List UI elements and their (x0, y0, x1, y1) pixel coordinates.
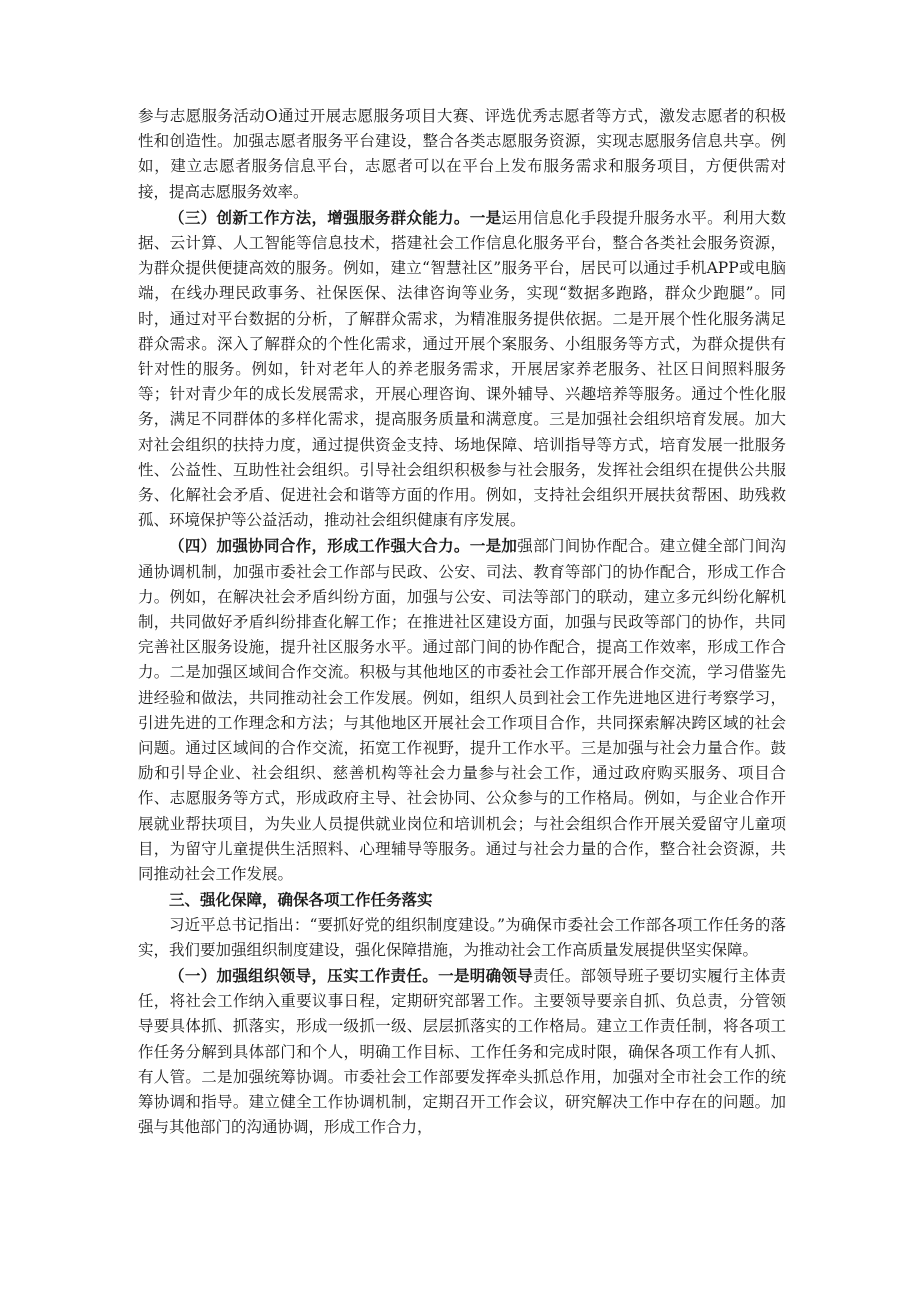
paragraph-innovate-methods (138, 205, 786, 534)
paragraph-body-5: 责任。部领导班子要切实履行主体责任，将社会工作纳入重要议事日程，定期研究部署工作。主要领导要亲自抓、负总责，分管领导要具体抓、抓落实，形成一级抓一级、层层抓落实的工作格局。建立工作责任制，将各项工作任务分解到具体部门和个人，明确工作目标、工作任务和完成时限，确保各项工作有人抓、有人管。二是加强统筹协调。市委社会工作部要发挥牵头抓总作用，加强对全市社会工作的统筹协调和指导。建立健全工作协调机制，定期召开工作会议，研究解决工作中存在的问题。加强与其他部门的沟通协调，形成工作合力， (138, 966, 786, 1137)
paragraph-leadership (138, 963, 786, 1140)
subsection-heading-3: （三）创新工作方法，增强服务群众能力。一是 (169, 207, 502, 227)
paragraph-body-4: 强部门间协作配合。建立健全部门间沟通协调机制，加强市委社会工作部与民政、公安、司法、教育等部门的协作配合，形成工作合力。例如，在解决社会矛盾纠纷方面，加强与公安、司法等部门的联动，建立多元纠纷化解机制，共同做好矛盾纠纷排查化解工作；在推进社区建设方面，加强与民政等部门的协作，共同完善社区服务设施，提升社区服务水平。通过部门间的协作配合，提高工作效率，形成工作合力。二是加强区域间合作交流。积极与其他地区的市委社会工作部开展合作交流，学习借鉴先进经验和做法，共同推动社会工作发展。例如，组织人员到社会工作先进地区进行考察学习，引进先进的工作理念和方法；与其他地区开展社会工作项目合作，共同探索解决跨区域的社会问题。通过区域间的合作交流，拓宽工作视野，提升工作水平。三是加强与社会力量合作。鼓励和引导企业、社会组织、慈善机构等社会力量参与社会工作，通过政府购买服务、项目合作、志愿服务等方式，形成政府主导、社会协同、公众参与的工作格局。例如，与企业合作开展就业帮扶项目，为失业人员提供就业岗位和培训机会；与社会组织合作开展关爱留守儿童项目，为留守儿童提供生活照料、心理辅导等服务。通过与社会力量的合作，整合社会资源，共同推动社会工作发展。 (138, 537, 786, 884)
paragraph-volunteer: 参与志愿服务活动O通过开展志愿服务项目大赛、评选优秀志愿者等方式，激发志愿者的积极性和创造性。加强志愿者服务平台建设，整合各类志愿服务资源，实现志愿服务信息共享。例如，建立志愿者服务信息平台，志愿者可以在平台上发布服务需求和服务项目，方便供需对接，提高志愿服务效率。 (138, 107, 786, 201)
paragraph-body-3: 运用信息化手段提升服务水平。利用大数据、云计算、人工智能等信息技术，搭建社会工作信息化服务平台，整合各类社会服务资源，为群众提供便捷高效的服务。例如，建立“智慧社区”服务平台，居民可以通过手机APP或电脑端，在线办理民政事务、社保医保、法律咨询等业务，实现“数据多跑路，群众少跑腿”。同时，通过对平台数据的分析，了解群众需求，为精准服务提供依据。二是开展个性化服务满足群众需求。深入了解群众的个性化需求，通过开展个案服务、小组服务等方式，为群众提供有针对性的服务。例如，针对老年人的养老服务需求，开展居家养老服务、社区日间照料服务等；针对青少年的成长发展需求，开展心理咨询、课外辅导、兴趣培养等服务。通过个性化服务，满足不同群体的多样化需求，提高服务质量和满意度。三是加强社会组织培育发展。加大对社会组织的扶持力度，通过提供资金支持、场地保障、培训指导等方式，培育发展一批服务性、公益性、互助性社会组织。引导社会组织积极参与社会服务，发挥社会组织在提供公共服务、化解社会矛盾、促进社会和谐等方面的作用。例如，支持社会组织开展扶贫帮困、助残救孤、环境保护等公益活动，推动社会组织健康有序发展。 (138, 208, 786, 530)
subsection-heading-1: （一）加强组织领导，压实工作责任。一是明确领导 (169, 965, 534, 985)
subsection-heading-4: （四）加强协同合作，形成工作强大合力。一是加 (169, 536, 518, 556)
document-page (138, 104, 786, 1140)
paragraph-section-intro: 习近平总书记指出：“要抓好党的组织制度建设。”为确保市委社会工作部各项工作任务的落实，我们要加强组织制度建设，强化保障措施，为推动社会工作高质量发展提供坚实保障。 (138, 915, 786, 959)
paragraph-collaboration (138, 533, 786, 887)
section-heading-3: 三、强化保障，确保各项工作任务落实 (169, 890, 433, 910)
